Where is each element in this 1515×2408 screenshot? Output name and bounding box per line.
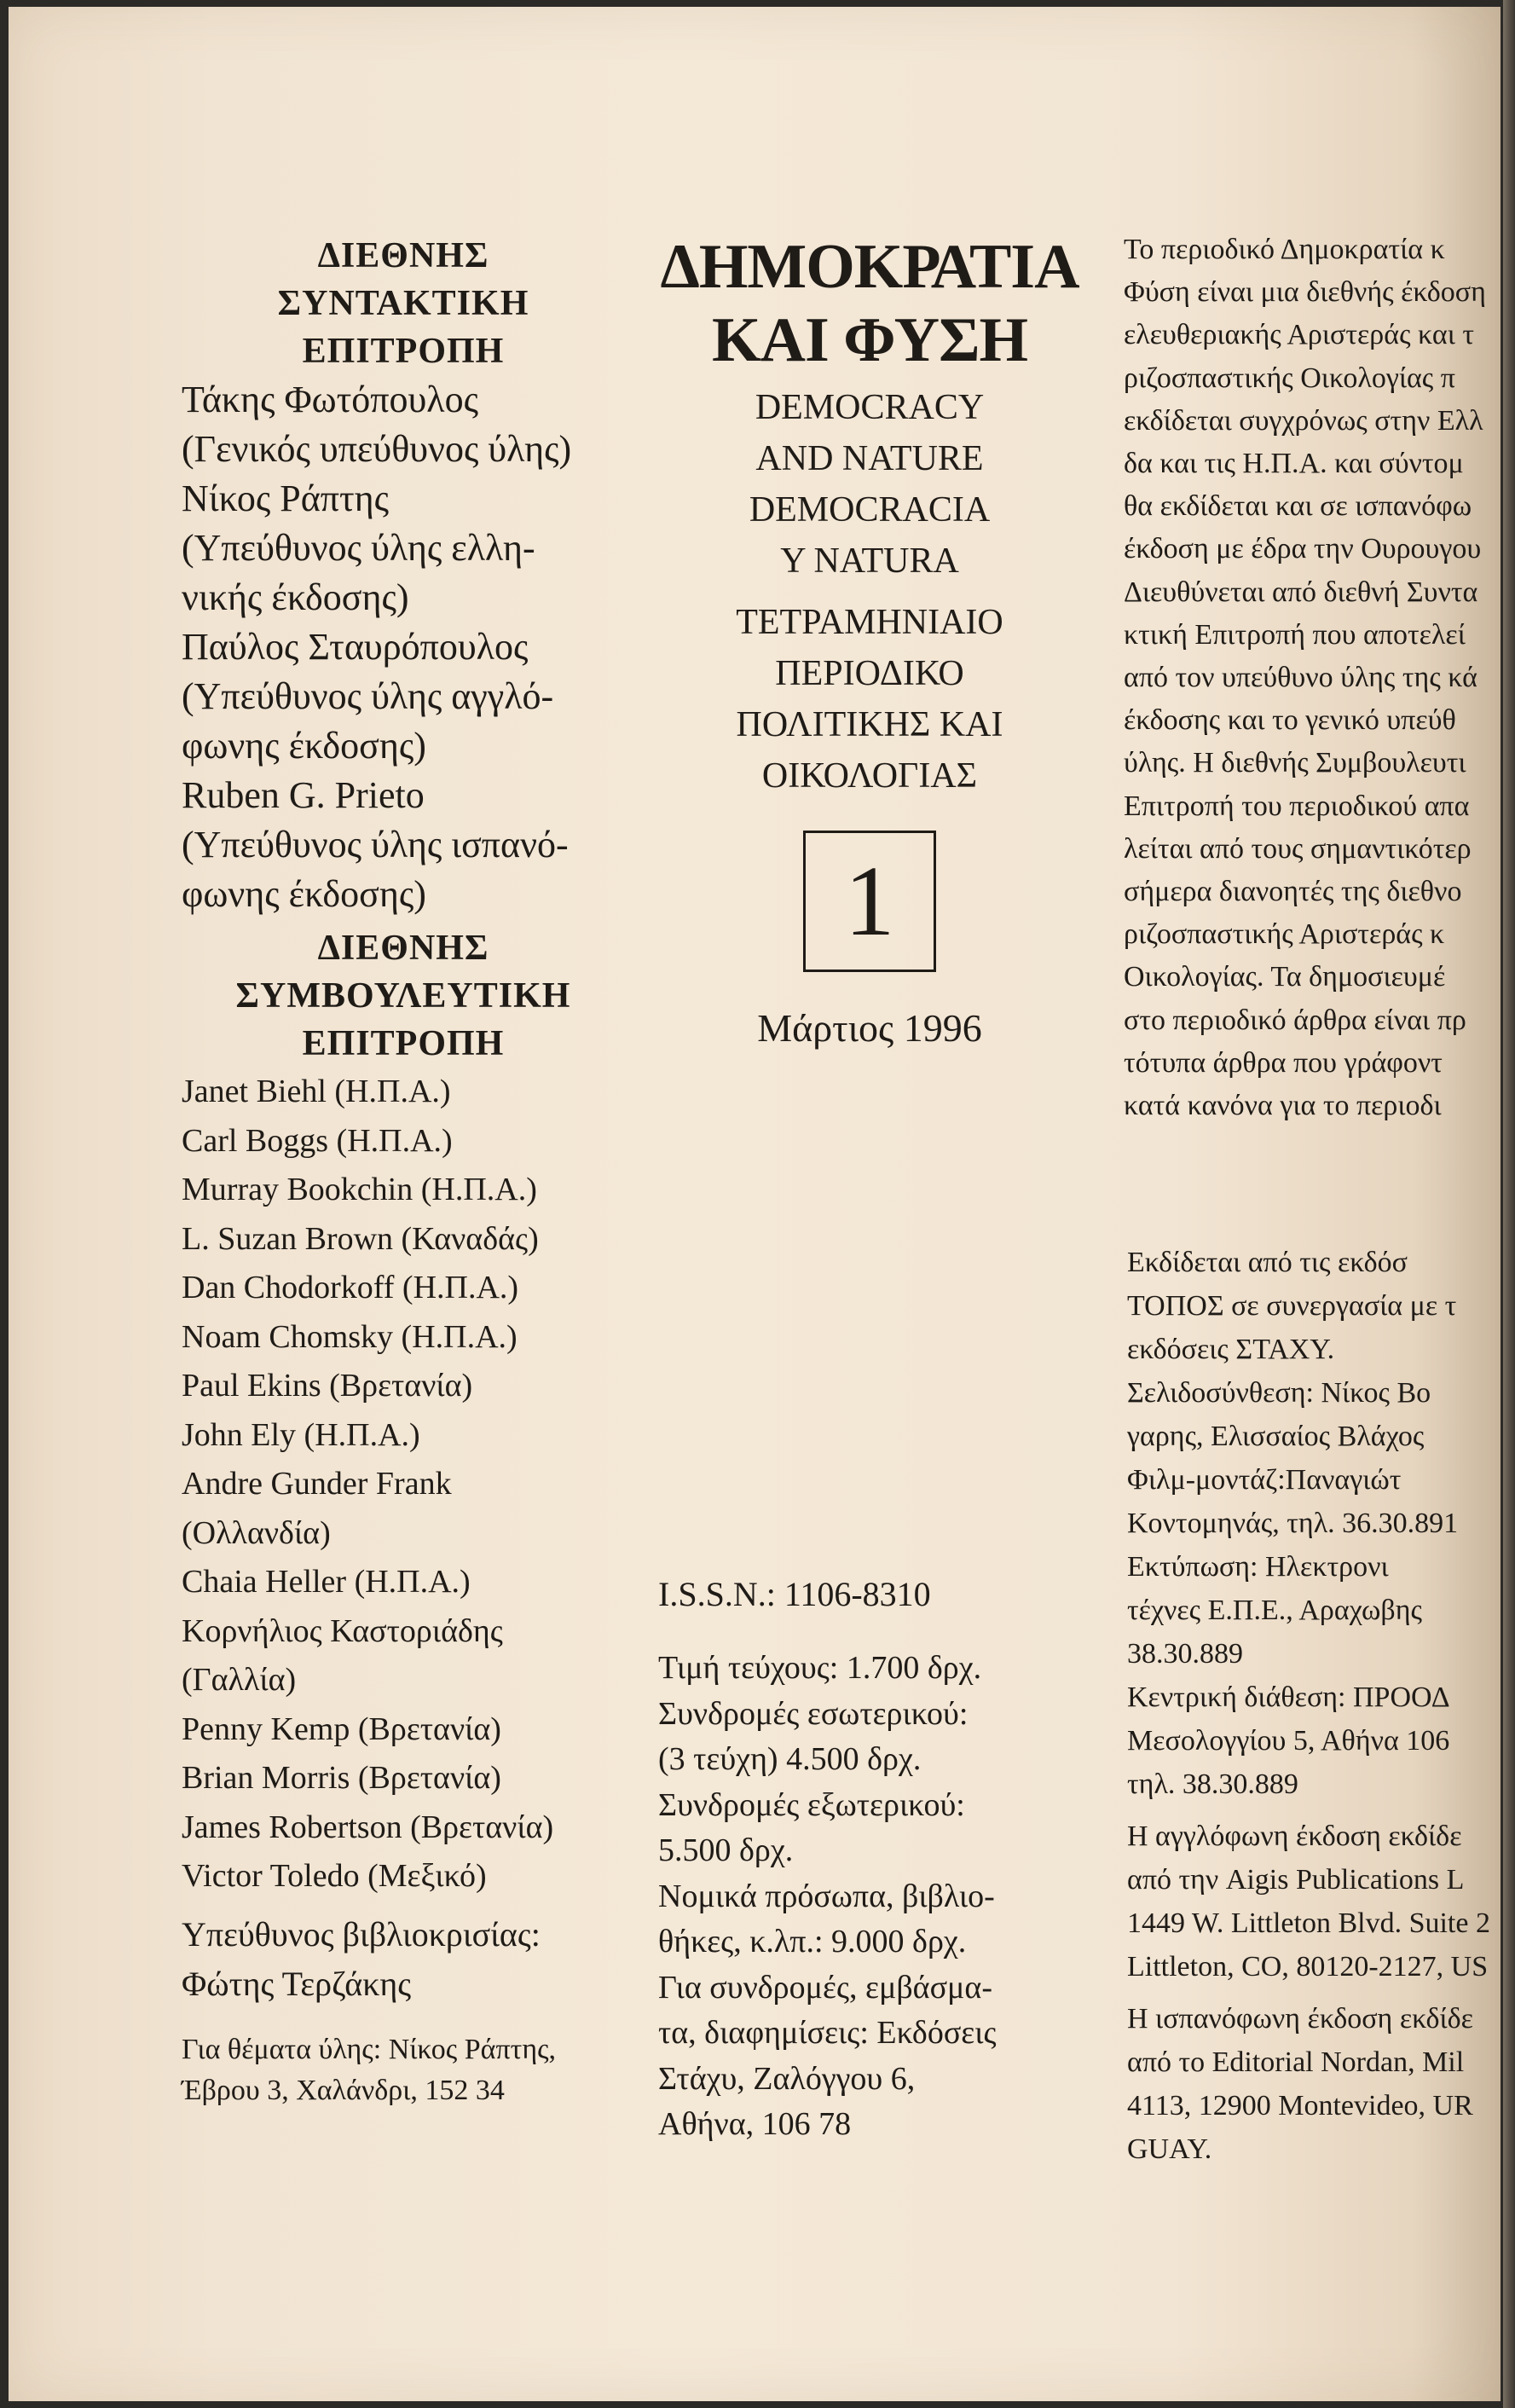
book-review-editor	[182, 1910, 625, 2009]
magazine-subtitle-line: Y NATURA	[780, 541, 959, 581]
advisory-committee-heading	[182, 924, 625, 1068]
heading-line: ΕΠΙΤΡΟΠΗ	[302, 332, 505, 371]
publisher-line: τέχνες Ε.Π.Ε., Αραχωβης	[1127, 1595, 1422, 1626]
intro-line: έκδοσης και το γενικό υπεύθ	[1124, 704, 1456, 737]
periodical-description-line: ΟΙΚΟΛΟΓΙΑΣ	[761, 756, 978, 796]
publisher-line: 1449 W. Littleton Blvd. Suite 2	[1127, 1907, 1490, 1939]
advisory-member: Chaia Heller (Η.Π.Α.)	[182, 1564, 471, 1600]
advisory-member: Penny Kemp (Βρετανία)	[182, 1710, 501, 1747]
magazine-title-line: ΚΑΙ ΦΥΣΗ	[711, 305, 1028, 375]
advisory-member: L. Suzan Brown (Καναδάς)	[182, 1220, 539, 1257]
intro-line: ριζοσπαστικής Αριστεράς κ	[1124, 918, 1445, 951]
issue-date: Μάρτιος 1996	[757, 1006, 982, 1050]
advisory-member: Κορνήλιος Καστοριάδης	[182, 1612, 503, 1649]
editorial-line: Νίκος Ράπτης	[182, 478, 390, 519]
intro-line: Επιτροπή του περιοδικού απα	[1124, 790, 1470, 822]
price-line: Συνδρομές εσωτερικού:	[658, 1695, 969, 1732]
intro-line: Οικολογίας. Τα δημοσιευμέ	[1124, 961, 1446, 993]
magazine-subtitle-line: DEMOCRACIA	[749, 490, 991, 530]
publisher-line: Φιλμ-μοντάζ:Παναγιώτ	[1127, 1464, 1402, 1496]
intro-column	[1124, 229, 1507, 1127]
issue-number-box	[803, 831, 936, 972]
editorial-committee-heading	[182, 232, 625, 375]
magazine-subtitle-line: DEMOCRACY	[755, 388, 985, 427]
editorial-line: φωνης έκδοσης)	[182, 725, 426, 767]
advisory-member: Dan Chodorkoff (Η.Π.Α.)	[182, 1270, 519, 1305]
price-line: Νομικά πρόσωπα, βιβλιο-	[658, 1878, 995, 1914]
intro-line: δα και τις Η.Π.Α. και σύντομ	[1124, 448, 1464, 480]
publisher-line: Η αγγλόφωνη έκδοση εκδίδε	[1127, 1820, 1462, 1852]
magazine-title-line: ΔΗΜΟΚΡΑΤΙΑ	[660, 232, 1079, 302]
publisher-line: εκδόσεις ΣΤΑΧΥ.	[1127, 1334, 1335, 1365]
book-review-line: Υπεύθυνος βιβλιοκρισίας:	[182, 1914, 541, 1954]
title-column	[639, 230, 1100, 1054]
advisory-member: (Γαλλία)	[182, 1662, 297, 1698]
heading-line: ΣΥΜΒΟΥΛΕΥΤΙΚΗ	[235, 976, 571, 1016]
price-line: θήκες, κ.λπ.: 9.000 δρχ.	[658, 1924, 967, 1959]
issue-matters-contact	[182, 2029, 625, 2111]
editorial-line: (Γενικός υπεύθυνος ύλης)	[182, 428, 572, 470]
editorial-line: φωνης έκδοσης)	[182, 873, 426, 915]
intro-line: εκδίδεται συγχρόνως στην Ελλ	[1124, 404, 1483, 437]
intro-line: από τον υπεύθυνο ύλης της κά	[1124, 662, 1477, 694]
intro-line: λείται από τους σημαντικότερ	[1124, 832, 1472, 865]
editorial-line: (Υπεύθυνος ύλης ελλη-	[182, 527, 535, 569]
periodical-description-line: ΤΕΤΡΑΜΗΝΙΑΙΟ	[736, 603, 1003, 642]
issue-number: 1	[844, 845, 895, 957]
intro-line: ελευθεριακής Αριστεράς και τ	[1124, 319, 1475, 351]
publisher-line: Εκδίδεται από τις εκδόσ	[1127, 1247, 1408, 1278]
price-line: 5.500 δρχ.	[658, 1832, 794, 1868]
advisory-member: Carl Boggs (Η.Π.Α.)	[182, 1122, 453, 1159]
advisory-committee-list	[182, 1068, 625, 1902]
advisory-member: John Ely (Η.Π.Α.)	[182, 1416, 420, 1453]
advisory-member: Andre Gunder Frank	[182, 1466, 452, 1502]
publisher-line: Μεσολογγίου 5, Αθήνα 106	[1127, 1725, 1450, 1757]
intro-line: σήμερα διανοητές της διεθνο	[1124, 876, 1462, 908]
heading-line: ΣΥΝΤΑΚΤΙΚΗ	[277, 284, 529, 323]
publisher-line: γαρης, Ελισσαίος Βλάχος	[1127, 1421, 1425, 1452]
publisher-info	[1127, 1241, 1511, 2171]
editorial-committee-list	[182, 375, 625, 919]
editorial-line: Ruben G. Prieto	[182, 774, 425, 816]
publisher-line: 38.30.889	[1127, 1638, 1243, 1670]
intro-line: έκδοση με έδρα την Ουρουγου	[1124, 533, 1482, 565]
price-line: (3 τεύχη) 4.500 δρχ.	[658, 1741, 922, 1777]
price-line: Για συνδρομές, εμβάσμα-	[658, 1969, 992, 2006]
advisory-member: Murray Bookchin (Η.Π.Α.)	[182, 1172, 537, 1207]
intro-line: Το περιοδικό Δημοκρατία κ	[1124, 234, 1445, 265]
contact-line: Για θέματα ύλης: Νίκος Ράπτης,	[182, 2033, 557, 2065]
intro-line: Φύση είναι μια διεθνής έκδοση	[1124, 276, 1486, 309]
editorial-line: Τάκης Φωτόπουλος	[182, 379, 479, 420]
publisher-line: Littleton, CO, 80120-2127, US	[1127, 1951, 1489, 1983]
publisher-line: Κεντρική διάθεση: ΠΡΟΟΔ	[1127, 1682, 1450, 1713]
advisory-member: (Ολλανδία)	[182, 1514, 331, 1551]
publisher-line: ΤΟΠΟΣ σε συνεργασία με τ	[1127, 1290, 1457, 1322]
advisory-member: Janet Biehl (Η.Π.Α.)	[182, 1074, 451, 1109]
publisher-line: Σελιδοσύνθεση: Νίκος Βο	[1127, 1377, 1431, 1409]
periodical-description-line: ΠΟΛΙΤΙΚΗΣ ΚΑΙ	[736, 705, 1003, 744]
editorial-line: νικής έκδοσης)	[182, 576, 409, 618]
contact-line: Έβρου 3, Χαλάνδρι, 152 34	[182, 2074, 505, 2106]
price-line: τα, διαφημίσεις: Εκδόσεις	[658, 2015, 997, 2051]
publisher-line: από την Aigis Publications L	[1127, 1864, 1465, 1896]
intro-line: Διευθύνεται από διεθνή Συντα	[1124, 576, 1478, 608]
intro-line: ύλης. Η διεθνής Συμβουλευτι	[1124, 747, 1466, 779]
price-line: Συνδρομές εξωτερικού:	[658, 1786, 965, 1823]
intro-line: ριζοσπαστικής Οικολογίας π	[1124, 362, 1455, 394]
periodical-description-line: ΠΕΡΙΟΔΙΚΟ	[775, 654, 964, 693]
magazine-subtitle-line: AND NATURE	[755, 439, 984, 478]
price-line: Αθήνα, 106 78	[658, 2106, 852, 2142]
publisher-line: από το Editorial Nordan, Mil	[1127, 2046, 1465, 2078]
advisory-member: Noam Chomsky (Η.Π.Α.)	[182, 1318, 518, 1355]
subscription-info	[658, 1646, 1102, 2148]
advisory-member: Victor Toledo (Μεξικό)	[182, 1858, 487, 1894]
editorial-line: (Υπεύθυνος ύλης αγγλό-	[182, 675, 554, 717]
masthead-column	[182, 232, 625, 2111]
heading-line: ΕΠΙΤΡΟΠΗ	[302, 1024, 505, 1063]
book-review-line: Φώτης Τερζάκης	[182, 1964, 412, 2003]
price-line: Τιμή τεύχους: 1.700 δρχ.	[658, 1650, 982, 1686]
heading-line: ΔΙΕΘΝΗΣ	[317, 236, 489, 275]
advisory-member: James Robertson (Βρετανία)	[182, 1809, 554, 1845]
intro-line: στο περιοδικό άρθρα είναι πρ	[1124, 1004, 1466, 1036]
advisory-member: Brian Morris (Βρετανία)	[182, 1760, 501, 1796]
advisory-member: Paul Ekins (Βρετανία)	[182, 1368, 473, 1404]
editorial-line: Παύλος Σταυρόπουλος	[182, 626, 529, 668]
intro-line: τότυπα άρθρα που γράφοντ	[1124, 1046, 1443, 1079]
publisher-line: Η ισπανόφωνη έκδοση εκδίδε	[1127, 2003, 1473, 2035]
price-line: Στάχυ, Ζαλόγγου 6,	[658, 2060, 916, 2097]
publisher-line: 4113, 12900 Montevideo, UR	[1127, 2090, 1473, 2121]
publisher-line: Εκτύπωση: Ηλεκτρονι	[1127, 1551, 1389, 1583]
publisher-line: τηλ. 38.30.889	[1127, 1768, 1298, 1800]
editorial-line: (Υπεύθυνος ύλης ισπανό-	[182, 824, 569, 865]
publisher-line: Κοντομηνάς, τηλ. 36.30.891	[1127, 1508, 1459, 1539]
publisher-line: GUAY.	[1127, 2133, 1212, 2165]
intro-line: κτική Επιτροπή που αποτελεί	[1124, 618, 1466, 651]
issn-number: I.S.S.N.: 1106-8310	[658, 1575, 931, 1613]
intro-line: κατά κανόνα για το περιοδι	[1124, 1090, 1442, 1122]
intro-line: θα εκδίδεται και σε ισπανόφω	[1124, 490, 1472, 523]
heading-line: ΔΙΕΘΝΗΣ	[317, 929, 489, 968]
